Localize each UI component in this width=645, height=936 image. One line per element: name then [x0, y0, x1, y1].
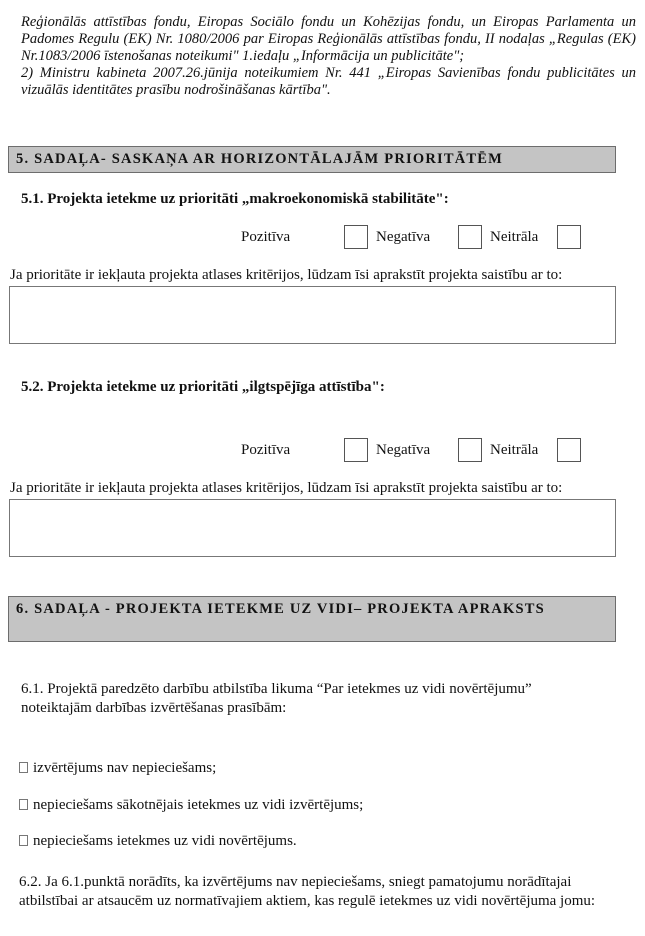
intro-text — [21, 14, 636, 99]
question-5-2-title: 5.2. Projekta ietekme uz prioritāti „ilgtspējīga attīstība": — [21, 379, 385, 395]
option-no-assessment[interactable] — [19, 760, 216, 777]
section-6-header: 6. SADAĻA - PROJEKTA IETEKME UZ VIDI– PROJEKTA APRAKSTS — [8, 596, 616, 642]
neutral-label: Neitrāla — [490, 229, 539, 245]
intro-paragraph-1: Reģionālās attīstības fondu, Eiropas Sociālo fondu un Kohēzijas fondu, un Eiropas Parlamenta un Padomes Regulu (EK) Nr. 1080/2006 par Eiropas Reģionālās attīstības fondu, II nodaļas „Regulas (EK) Nr.1083/2006 īstenošanas noteikumi" 1.iedaļu „Informācija un publicitāte"; — [21, 14, 636, 64]
option-initial-assessment[interactable] — [19, 797, 363, 814]
question-5-1-title: 5.1. Projekta ietekme uz prioritāti „makroekonomiskā stabilitāte": — [21, 191, 449, 207]
option-full-assessment[interactable] — [19, 833, 297, 850]
negative-checkbox[interactable] — [458, 225, 482, 249]
question-6-1-text: 6.1. Projektā paredzēto darbību atbilstība likuma “Par ietekmes uz vidi novērtējumu” noteiktajām darbības izvērtēšanas prasībām: — [21, 681, 532, 716]
checkbox-icon — [19, 762, 28, 773]
question-5-2-options — [0, 438, 645, 464]
checkbox-icon — [19, 799, 28, 810]
question-5-2-description-field[interactable] — [9, 499, 616, 557]
question-5-1-instruction: Ja prioritāte ir iekļauta projekta atlases kritērijos, lūdzam īsi aprakstīt projekta saistību ar to: — [10, 267, 563, 283]
checkbox-icon — [19, 835, 28, 846]
intro-paragraph-2: 2) Ministru kabineta 2007.26.jūnija noteikumiem Nr. 441 „Eiropas Savienības fondu publicitātes un vizuālās identitātes prasību nodrošināšanas kārtība". — [21, 65, 636, 98]
negative-checkbox[interactable] — [458, 438, 482, 462]
section-5-header: 5. SADAĻA- SASKAŅA AR HORIZONTĀLAJĀM PRIORITĀTĒM — [8, 146, 616, 173]
positive-checkbox[interactable] — [344, 438, 368, 462]
neutral-checkbox[interactable] — [557, 438, 581, 462]
option-no-assessment-label: izvērtējums nav nepieciešams; — [33, 760, 217, 776]
question-6-2-text: 6.2. Ja 6.1.punktā norādīts, ka izvērtējums nav nepieciešams, sniegt pamatojumu norādītajai atbilstībai ar atsaucēm uz normatīvajiem aktiem, kas regulē ietekmes uz vidi novērtējuma jomu: — [19, 874, 596, 909]
positive-label: Pozitīva — [241, 229, 291, 245]
option-full-assessment-label: nepieciešams ietekmes uz vidi novērtējums. — [33, 833, 297, 849]
neutral-checkbox[interactable] — [557, 225, 581, 249]
positive-label: Pozitīva — [241, 442, 291, 458]
option-initial-assessment-label: nepieciešams sākotnējais ietekmes uz vidi izvērtējums; — [33, 797, 364, 813]
question-5-2-instruction: Ja prioritāte ir iekļauta projekta atlases kritērijos, lūdzam īsi aprakstīt projekta saistību ar to: — [10, 480, 563, 496]
negative-label: Negatīva — [376, 229, 431, 245]
question-5-1-options — [0, 225, 645, 251]
question-5-1-description-field[interactable] — [9, 286, 616, 344]
positive-checkbox[interactable] — [344, 225, 368, 249]
neutral-label: Neitrāla — [490, 442, 539, 458]
negative-label: Negatīva — [376, 442, 431, 458]
